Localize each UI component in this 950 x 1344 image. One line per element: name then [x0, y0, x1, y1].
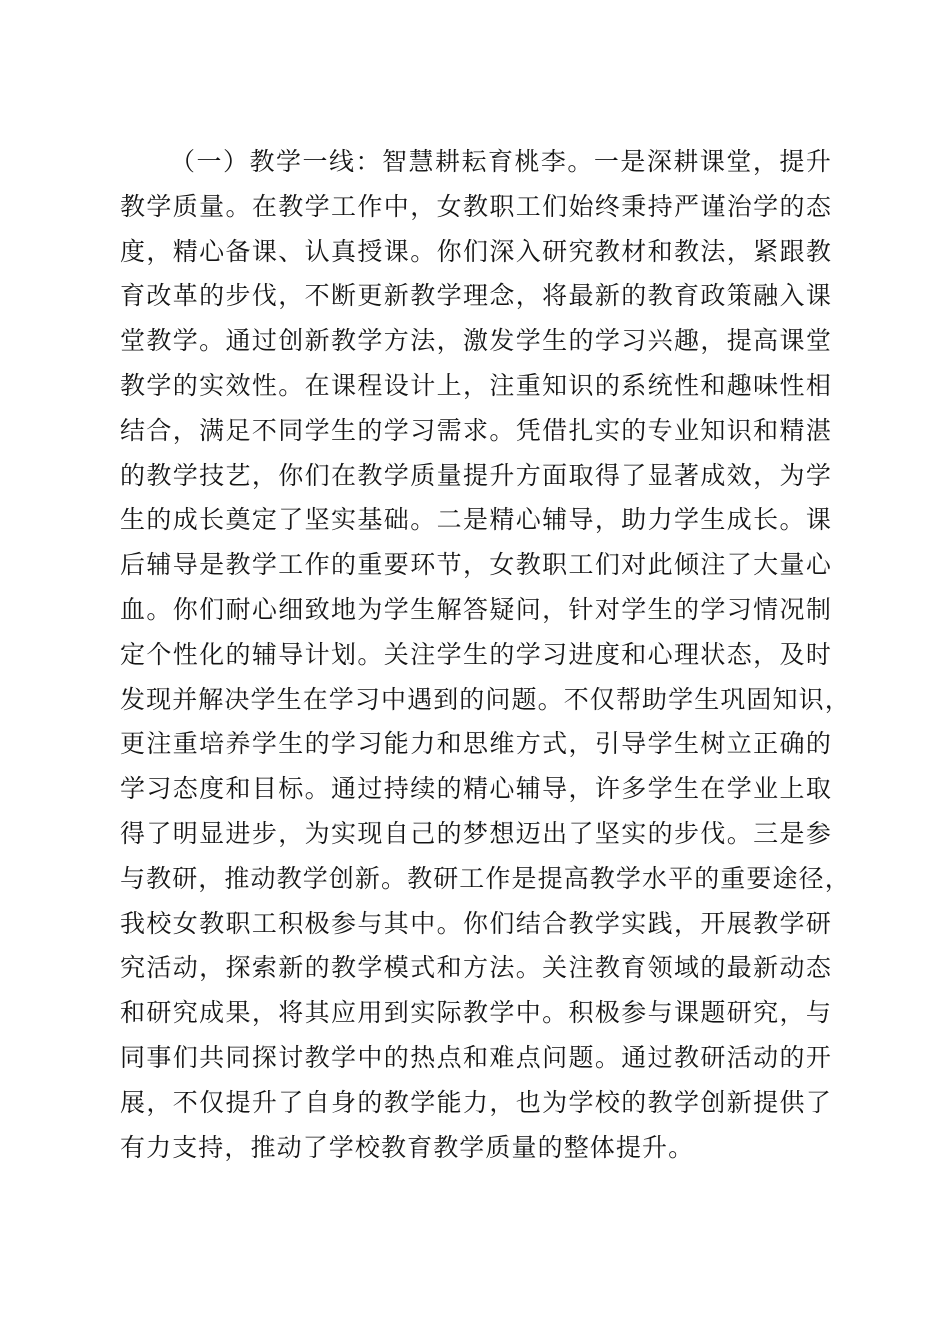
paragraph-line: 展，不仅提升了自身的教学能力，也为学校的教学创新提供了 [120, 1087, 832, 1117]
paragraph-line: 学习态度和目标。通过持续的精心辅导，许多学生在学业上取 [120, 774, 832, 804]
paragraph-line: 得了明显进步，为实现自己的梦想迈出了坚实的步伐。三是参 [120, 818, 832, 848]
paragraph-line: 生的成长奠定了坚实基础。二是精心辅导，助力学生成长。课 [120, 505, 832, 535]
paragraph-line: 和研究成果，将其应用到实际教学中。积极参与课题研究，与 [120, 998, 832, 1028]
paragraph-line: 更注重培养学生的学习能力和思维方式，引导学生树立正确的 [120, 729, 832, 759]
paragraph-line: 教学的实效性。在课程设计上，注重知识的系统性和趣味性相 [120, 370, 832, 400]
paragraph-line: 结合，满足不同学生的学习需求。凭借扎实的专业知识和精湛 [120, 415, 832, 445]
paragraph-line: 同事们共同探讨教学中的热点和难点问题。通过教研活动的开 [120, 1042, 832, 1072]
paragraph-line: 后辅导是教学工作的重要环节，女教职工们对此倾注了大量心 [120, 550, 832, 580]
paragraph-line: 堂教学。通过创新教学方法，激发学生的学习兴趣，提高课堂 [120, 326, 832, 356]
paragraph-line: 与教研，推动教学创新。教研工作是提高教学水平的重要途径， [120, 863, 851, 893]
paragraph-line: 育改革的步伐，不断更新教学理念，将最新的教育政策融入课 [120, 281, 832, 311]
paragraph-line: （一）教学一线：智慧耕耘育桃李。一是深耕课堂，提升 [170, 147, 832, 176]
paragraph-line: 定个性化的辅导计划。关注学生的学习进度和心理状态，及时 [120, 639, 832, 669]
body-paragraph [120, 140, 851, 1170]
paragraph-line: 有力支持，推动了学校教育教学质量的整体提升。 [120, 1132, 695, 1162]
paragraph-line: 的教学技艺，你们在教学质量提升方面取得了显著成效，为学 [120, 460, 832, 490]
paragraph-line: 血。你们耐心细致地为学生解答疑问，针对学生的学习情况制 [120, 594, 832, 624]
paragraph-line: 究活动，探索新的教学模式和方法。关注教育领域的最新动态 [120, 953, 832, 983]
paragraph-line: 发现并解决学生在学习中遇到的问题。不仅帮助学生巩固知识， [120, 684, 851, 714]
paragraph-line: 我校女教职工积极参与其中。你们结合教学实践，开展教学研 [120, 908, 832, 938]
paragraph-line: 教学质量。在教学工作中，女教职工们始终秉持严谨治学的态 [120, 191, 832, 221]
paragraph-line: 度，精心备课、认真授课。你们深入研究教材和教法，紧跟教 [120, 236, 832, 266]
